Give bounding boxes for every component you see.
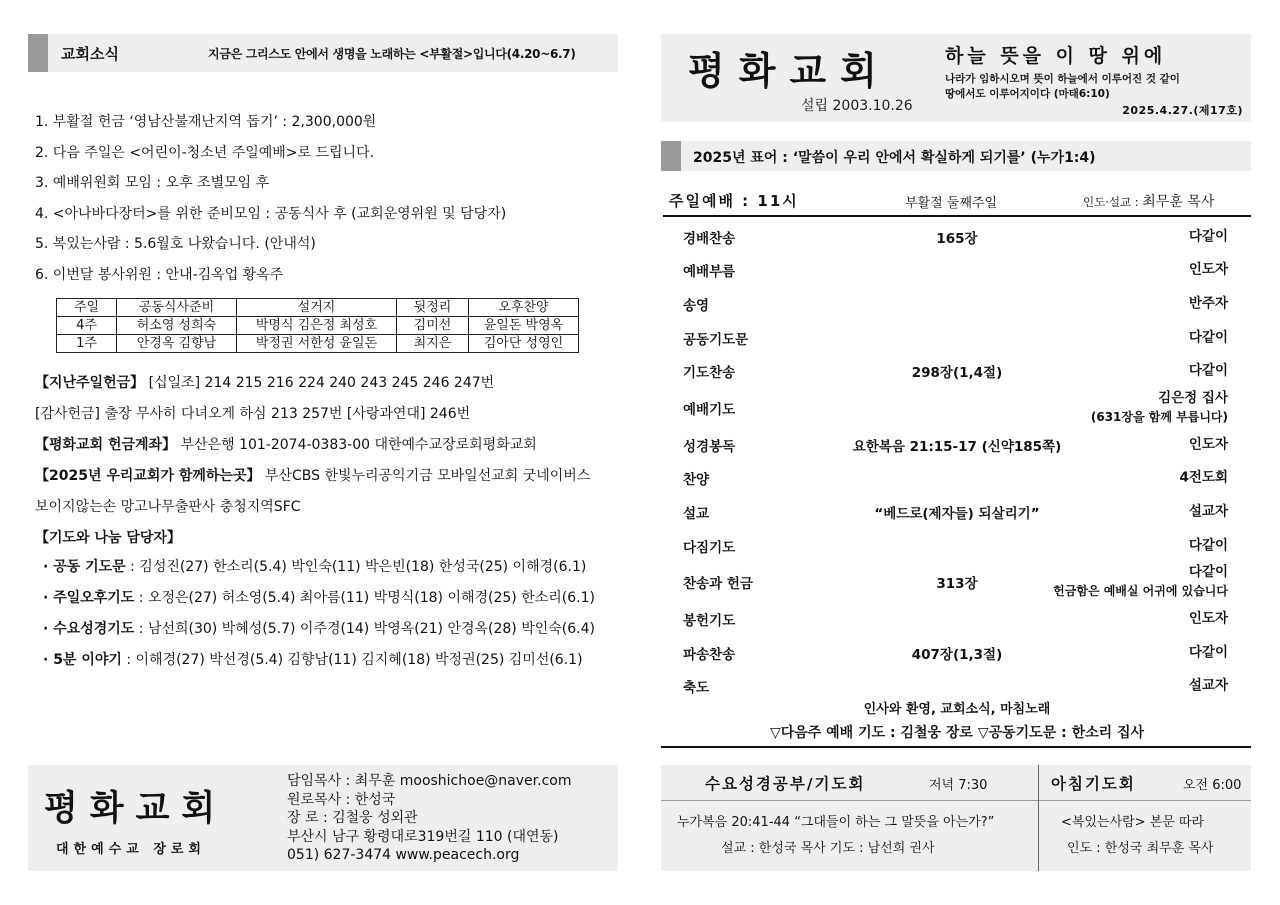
prayer-duty-row (43, 650, 623, 681)
item-performer: 다같이 (1188, 228, 1228, 245)
order-of-worship (663, 220, 1251, 703)
prayer-duty-row (43, 588, 623, 619)
item-performer: 다같이 (1188, 644, 1228, 661)
prayer-role: · 주일오후기도 (43, 590, 135, 606)
table-cell: 박정권 서한성 윤일돈 (237, 335, 397, 353)
performer-note: 헌금함은 예배실 어귀에 있습니다 (1053, 584, 1228, 599)
item-performer: 다같이 (1188, 329, 1228, 346)
item-name: 경배찬송 (683, 230, 736, 247)
table-row (57, 335, 579, 353)
notice-item: 6. 이번달 봉사위원 : 안내-김옥업 황옥주 (35, 266, 284, 283)
notice-list (35, 112, 615, 295)
elder-pastor-line: 원로목사 : 한성국 (287, 791, 396, 808)
item-performer: 4전도회 (1179, 469, 1228, 486)
item-performer: 설교자 (1188, 677, 1228, 694)
morning-text: <복있는사람> 본문 따라 (1061, 815, 1205, 830)
masthead (661, 34, 1251, 122)
church-title: 평화교회 (688, 48, 891, 93)
table-row (57, 317, 579, 335)
partners-tag: 【2025년 우리교회가 함께하는곳】 (35, 468, 261, 484)
notice-item: 2. 다음 주일은 <어린이-청소년 주일예배>로 드립니다. (35, 144, 375, 161)
prayer-section-tag (35, 528, 620, 559)
item-name: 설교 (683, 505, 710, 522)
item-performer (1091, 389, 1228, 427)
motto-verse-reference: 땅에서도 이루어지이다 (마태6:10) (945, 88, 1110, 100)
motto-verse: 나라가 임하시오며 뜻이 하늘에서 이루어진 것 같이 (945, 73, 1180, 85)
partners (35, 466, 620, 497)
wednesday-time: 저녁 7:30 (929, 778, 988, 793)
thanks-offering: [감사헌금] 출장 무사히 다녀오게 하심 213 257번 [사랑과연대] 246번 (35, 406, 471, 422)
liturgical-sunday: 부활절 둘째주일 (905, 196, 998, 211)
item-name: 봉헌기도 (683, 613, 736, 630)
item-name: 찬송과 헌금 (683, 576, 753, 593)
header-bar (28, 34, 48, 72)
item-performer: 설교자 (1188, 503, 1228, 520)
wednesday-title: 수요성경공부/기도회 (705, 775, 866, 793)
yearly-motto: 2025년 표어 : ‘말씀이 우리 안에서 확실하게 되기를’ (누가1:4) (693, 150, 1096, 166)
worship-item (663, 495, 1251, 529)
item-detail: 298장(1,4절) (911, 365, 1003, 382)
prayer-names: : 김성진(27) 한소리(5.4) 박인숙(11) 박은빈(18) 한성국(25) 이해경(6.1) (125, 559, 587, 575)
item-name: 예배기도 (683, 401, 736, 418)
address-line: 부산시 남구 황령대로319번길 110 (대연동) (287, 828, 559, 845)
prayer-role: · 수요성경기도 (43, 621, 135, 637)
morning-time: 오전 6:00 (1183, 778, 1242, 793)
divider (661, 746, 1251, 748)
item-detail: 407장(1,3절) (911, 646, 1003, 663)
notice-item: 5. 복있는사람 : 5.6월호 나왔습니다. (안내석) (35, 236, 316, 252)
header-bar (661, 141, 681, 171)
worship-item (663, 388, 1251, 428)
account-tag: 【평화교회 헌금계좌】 (35, 437, 177, 453)
founded-date: 설립 2003.10.26 (801, 98, 913, 114)
closing-note: 인사와 환영, 교회소식, 마침노래 (863, 702, 1051, 717)
worship-item (663, 354, 1251, 388)
next-week-duties: ▽다음주 예배 기도 : 김철웅 장로 ▽공동기도문 : 한소리 집사 (769, 725, 1145, 741)
worship-item (663, 602, 1251, 636)
prayer-duty-row (43, 557, 623, 588)
worship-item (663, 287, 1251, 321)
church-footer (28, 765, 618, 871)
item-name: 다짐기도 (683, 539, 736, 556)
item-name: 기도찬송 (683, 365, 736, 382)
table-cell: 안경옥 김향남 (117, 335, 237, 353)
wednesday-service (661, 765, 1038, 871)
sermon-title: “베드로(제자들) 되살리기” (874, 505, 1040, 522)
prayer-tag: 【기도와 나눔 담당자】 (35, 530, 181, 546)
last-week-tag: 【지난주일헌금】 (35, 375, 145, 391)
item-performer: 인도자 (1188, 261, 1228, 278)
service-leader (1083, 191, 1214, 211)
denomination: 대한예수교 장로회 (56, 842, 206, 857)
news-header (28, 34, 618, 72)
wednesday-preacher: 설교 : 한성국 목사 기도 : 남선희 권사 (721, 841, 935, 856)
item-name: 파송찬송 (683, 646, 736, 663)
offering-section (35, 373, 620, 559)
table-cell: 허소영 성희숙 (117, 317, 237, 335)
news-title: 교회소식 (61, 45, 119, 63)
item-name: 찬양 (683, 472, 710, 489)
church-name: 평화교회 (44, 788, 228, 829)
leader-name: 최무훈 목사 (1142, 194, 1215, 210)
item-name: 예배부름 (683, 264, 736, 281)
worship-item (663, 562, 1251, 602)
prayer-duty-list (43, 557, 623, 681)
item-performer: 반주자 (1188, 295, 1228, 312)
morning-title: 아침기도회 (1051, 775, 1136, 793)
prayer-names: : 이해경(27) 박선경(5.4) 김향남(11) 김지혜(18) 박정권(25) 김미선(6.1) (121, 652, 583, 668)
prayer-names: : 오정은(27) 허소영(5.4) 최아름(11) 박명식(18) 이해경(25) 한소리(6.1) (134, 590, 595, 606)
wednesday-scripture: 누가복음 20:41-44 “그대들이 하는 그 말뜻을 아는가?” (677, 815, 995, 830)
table-cell: 김아단 성영인 (469, 335, 579, 353)
worship-item (663, 321, 1251, 355)
performer-name: 다같이 (1188, 564, 1228, 581)
pastor-line: 담임목사 : 최무훈 mooshichoe@naver.com (287, 773, 572, 789)
performer-name: 김은정 집사 (1158, 389, 1228, 406)
notice-item: 1. 부활절 헌금 ‘영남산불재난지역 돕기’ : 2,300,000원 (35, 114, 377, 130)
item-performer: 다같이 (1188, 537, 1228, 554)
worship-item (663, 636, 1251, 670)
season-theme: 지금은 그리스도 안에서 생명을 노래하는 <부활절>입니다(4.20~6.7) (208, 47, 576, 61)
item-name: 성경봉독 (683, 438, 736, 455)
item-detail: 313장 (936, 576, 978, 593)
performer-note: (631장을 함께 부릅니다) (1090, 409, 1228, 424)
edition-date: 2025.4.27.(제17호) (1122, 104, 1243, 117)
table-header-row (57, 299, 579, 317)
item-detail: 165장 (936, 230, 978, 247)
table-header: 뒷정리 (397, 299, 469, 317)
prayer-names: : 남선희(30) 박혜성(5.7) 이주경(14) 박영옥(21) 안경옥(28) 박인숙(6.4) (134, 621, 595, 637)
morning-prayer (1038, 765, 1251, 871)
duty-table (56, 298, 579, 353)
last-week-offering (35, 373, 620, 404)
morning-leader: 인도 : 한성국 최무훈 목사 (1067, 841, 1214, 856)
item-performer (1053, 563, 1228, 601)
last-week-text: [십일조] 214 215 216 224 240 243 245 246 247번 (144, 375, 495, 391)
notice-item: 3. 예배위원회 모임 : 오후 조별모임 후 (35, 175, 270, 191)
phone-web-line: 051) 627-3474 www.peacech.org (287, 847, 520, 863)
service-header (663, 187, 1251, 217)
item-name: 공동기도문 (683, 331, 749, 348)
worship-item (663, 254, 1251, 288)
worship-item (663, 529, 1251, 563)
leader-label: 인도·설교 : (1083, 195, 1143, 209)
prayer-role: · 5분 이야기 (43, 652, 122, 668)
table-cell: 윤일돈 박영옥 (469, 317, 579, 335)
item-detail: 요한복음 21:15-17 (신약185쪽) (852, 438, 1062, 455)
account-text: 부산은행 101-2074-0383-00 대한예수교장로회평화교회 (176, 437, 537, 453)
item-performer: 다같이 (1188, 362, 1228, 379)
partners-continued: 보이지않는손 망고나무출판사 충청지역SFC (35, 499, 301, 515)
church-motto: 하늘 뜻을 이 땅 위에 (945, 45, 1167, 67)
yearly-motto-bar (661, 141, 1251, 171)
item-name: 축도 (683, 680, 710, 697)
elders-line: 장 로 : 김철웅 성외관 (287, 810, 418, 826)
table-cell: 1주 (57, 335, 117, 353)
item-name: 송영 (683, 297, 710, 314)
worship-item (663, 462, 1251, 496)
prayer-role: · 공동 기도문 (43, 559, 126, 575)
item-performer: 인도자 (1188, 436, 1228, 453)
table-cell: 박명식 김은정 최성호 (237, 317, 397, 335)
worship-item (663, 220, 1251, 254)
table-cell: 최지은 (397, 335, 469, 353)
prayer-duty-row (43, 619, 623, 650)
contact-info (287, 772, 571, 865)
worship-item (663, 428, 1251, 462)
table-header: 설거지 (237, 299, 397, 317)
item-performer: 인도자 (1188, 610, 1228, 627)
service-title: 주일예배 : 11시 (669, 192, 799, 210)
table-header: 오후찬양 (469, 299, 579, 317)
table-header: 주일 (57, 299, 117, 317)
table-cell: 김미선 (397, 317, 469, 335)
table-header: 공동식사준비 (117, 299, 237, 317)
notice-item: 4. <아나바다장터>를 위한 준비모임 : 공동식사 후 (교회운영위원 및 담당자) (35, 205, 507, 222)
table-cell: 4주 (57, 317, 117, 335)
partners-text: 부산CBS 한빛누리공익기금 모바일선교회 굿네이버스 (260, 468, 591, 484)
bank-account (35, 435, 620, 466)
